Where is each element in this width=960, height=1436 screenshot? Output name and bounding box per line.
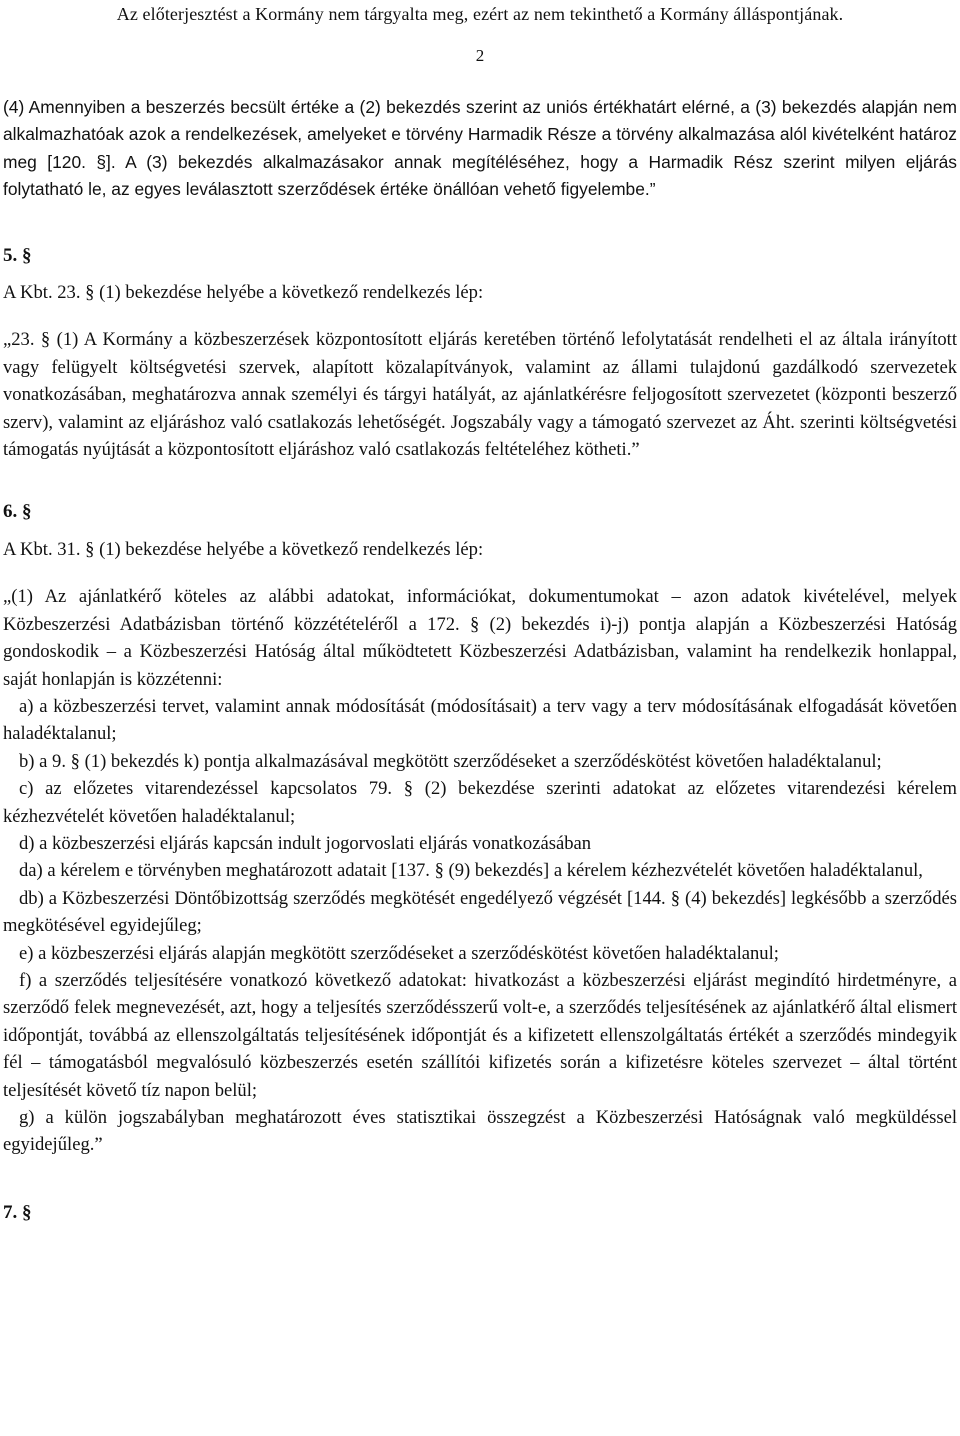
section-5-intro: A Kbt. 23. § (1) bekezdése helyébe a következő rendelkezés lép: [3, 282, 484, 304]
section-6-text: „(1) Az ajánlatkérő köteles az alábbi adatokat, információkat, dokumentumokat – azon adatok kivételével, melyek Közbeszerzési Adatbázisban történő közzétételéről a 172. § (2) bekezdés i)-j) pontja alapján a Közbeszerzési Hatóság gondoskodik – a Közbeszerzési Hatóság által működtetett Közbeszerzési Adatbázisban, valamint ha rendelkezik honlappal, saját honlapján is közzétenni: [3, 586, 957, 690]
section-5-text: „23. § (1) A Kormány a közbeszerzések központosított eljárás keretében történő lefolytatását rendelheti el az általa irányított vagy felügyelt költségvetési szervek, alapított közalapítványok, valamint az állami tulajdonú gazdálkodó szervezetek vonatkozásában, meghatározva annak személyi és tárgyi hatályát, az ajánlatkérésre feljogosított szervezetet (központi beszerző szerv), valamint az eljáráshoz való csatlakozás lehetőségét. Jogszabály vagy a támogató szervezet az Áht. szerinti költségvetési támogatás nyújtását a központosított eljáráshoz való csatlakozás feltételéhez kötheti.” [3, 329, 957, 461]
document-body [3, 94, 957, 1226]
list-item-c: c) az előzetes vitarendezéssel kapcsolatos 79. § (2) bekezdése szerinti adatokat az előzetes vitarendezési kérelem kézhezvételét követően haladéktalanul; [3, 778, 957, 827]
page-number: 2 [475, 46, 485, 65]
list-item-a: a) a közbeszerzési tervet, valamint annak módosítását (módosításait) a terv vagy a terv módosításának elfogadását követően haladéktalanul; [3, 695, 957, 745]
section-5-title: 5. § [3, 244, 32, 266]
paragraph-4: (4) Amennyiben a beszerzés becsült értéke a (2) bekezdés szerint az uniós értékhatárt elérné, a (3) bekezdés alapján nem alkalmazhatóak azok a rendelkezések, amelyeket e törvény Harmadik Része a törvény alkalmazása alól kivételként határoz meg [120. §]. A (3) bekezdés alkalmazásakor annak megítéléséhez, hogy a Harmadik Rész szerint milyen eljárás folytatható le, az egyes leválasztott szerződések értéke önállóan vehető figyelembe.” [3, 97, 957, 200]
list-item-da: da) a kérelem e törvényben meghatározott adatait [137. § (9) bekezdés] a kérelem kézhezvételét követően haladéktalanul, [19, 860, 923, 882]
section-6-intro: A Kbt. 31. § (1) bekezdése helyébe a következő rendelkezés lép: [3, 538, 484, 560]
list-item-b: b) a 9. § (1) bekezdés k) pontja alkalmazásával megkötött szerződéseket a szerződéskötést követően haladéktalanul; [19, 750, 882, 772]
list-item-g: g) a külön jogszabályban meghatározott éves statisztikai összegzést a Közbeszerzési Hatóságnak való megküldéssel egyidejűleg.” [3, 1107, 957, 1156]
list-item-e: e) a közbeszerzési eljárás alapján megkötött szerződéseket a szerződéskötést követően haladéktalanul; [19, 942, 779, 964]
list-item-db: db) a Közbeszerzési Döntőbizottság szerződés megkötését engedélyező végzését [144. § (4) bekezdés] legkésőbb a szerződés megkötésével egyidejűleg; [3, 887, 957, 937]
list-item-f: f) a szerződés teljesítésére vonatkozó következő adatokat: hivatkozást a közbeszerzési eljárást megindító hirdetményre, a szerződő felek megnevezését, azt, hogy a teljesítés szerződésszerű volt-e, a szerződés teljesítésének az ajánlatkérő által elismert időpontját, továbbá az ellenszolgáltatás teljesítésének időpontját és a kifizetett ellenszolgáltatás értékét a szerződés mindegyik fél – támogatásból megvalósuló közbeszerzés esetén szállítói kifizetés során a kifizetésre köteles szervezet – által történt teljesítését követő tíz napon belül; [3, 969, 957, 1101]
section-7-title: 7. § [3, 1201, 32, 1223]
section-6-title: 6. § [3, 501, 32, 523]
page-header-notice: Az előterjesztést a Kormány nem tárgyalta meg, ezért az nem tekinthető a Kormány álláspontjának. [116, 4, 844, 24]
list-item-d: d) a közbeszerzési eljárás kapcsán indult jogorvoslati eljárás vonatkozásában [19, 832, 592, 854]
